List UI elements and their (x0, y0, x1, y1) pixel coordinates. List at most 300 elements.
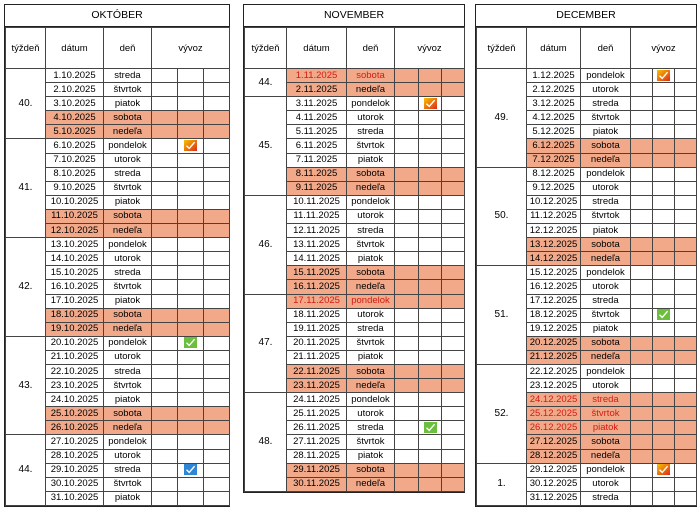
export-checkbox[interactable] (442, 125, 465, 139)
export-checkbox[interactable] (395, 350, 419, 364)
export-checkbox[interactable] (653, 435, 675, 449)
export-checkbox[interactable] (653, 449, 675, 463)
export-checkbox[interactable] (653, 266, 675, 280)
date-cell: 17.11.2025 (287, 294, 347, 308)
export-checkbox[interactable] (395, 393, 419, 407)
export-checkbox[interactable] (442, 364, 465, 378)
export-checkbox[interactable] (631, 195, 653, 209)
date-cell: 26.10.2025 (46, 421, 104, 435)
export-checkbox[interactable] (653, 69, 675, 83)
export-checkbox[interactable] (442, 308, 465, 322)
export-checkbox[interactable] (442, 280, 465, 294)
day-cell: štvrtok (347, 435, 395, 449)
export-checkbox[interactable] (442, 336, 465, 350)
export-checkbox[interactable] (653, 181, 675, 195)
export-checkbox[interactable] (204, 322, 230, 336)
export-checkbox[interactable] (419, 435, 442, 449)
export-checkbox[interactable] (204, 435, 230, 449)
day-cell: piatok (347, 350, 395, 364)
export-checkbox[interactable] (204, 111, 230, 125)
day-cell: utorok (581, 83, 631, 97)
export-checkbox[interactable] (653, 491, 675, 505)
export-checkbox[interactable] (152, 477, 178, 491)
export-checkbox[interactable] (152, 111, 178, 125)
export-checkbox[interactable] (631, 294, 653, 308)
export-checkbox[interactable] (152, 463, 178, 477)
export-checkbox[interactable] (178, 252, 204, 266)
export-checkbox[interactable] (152, 322, 178, 336)
export-checkbox[interactable] (419, 266, 442, 280)
header-row (477, 28, 697, 69)
export-checkbox[interactable] (152, 266, 178, 280)
table-row (245, 294, 465, 308)
export-checkbox[interactable] (675, 153, 697, 167)
export-checkbox[interactable] (204, 449, 230, 463)
export-checkbox[interactable] (653, 393, 675, 407)
export-checkbox[interactable] (442, 477, 465, 491)
export-checkbox[interactable] (152, 435, 178, 449)
export-checkbox[interactable] (631, 364, 653, 378)
export-checkbox[interactable] (631, 252, 653, 266)
export-checkbox[interactable] (204, 181, 230, 195)
export-checkbox[interactable] (178, 477, 204, 491)
export-checkbox[interactable] (419, 350, 442, 364)
export-checkbox[interactable] (653, 153, 675, 167)
export-checkbox[interactable] (204, 308, 230, 322)
export-checkbox[interactable] (419, 181, 442, 195)
export-checkbox[interactable] (675, 463, 697, 477)
export-checkbox[interactable] (204, 83, 230, 97)
export-checkbox[interactable] (178, 393, 204, 407)
export-checkbox[interactable] (395, 336, 419, 350)
export-checkbox[interactable] (395, 111, 419, 125)
export-checkbox[interactable] (442, 209, 465, 223)
export-checkbox[interactable] (631, 435, 653, 449)
export-checkbox[interactable] (152, 308, 178, 322)
export-checkbox[interactable] (152, 252, 178, 266)
export-checkbox[interactable] (675, 407, 697, 421)
export-checkbox[interactable] (152, 97, 178, 111)
export-checkbox[interactable] (395, 308, 419, 322)
day-cell: piatok (104, 97, 152, 111)
export-checkbox[interactable] (675, 111, 697, 125)
export-checkbox[interactable] (395, 364, 419, 378)
export-checkbox[interactable] (631, 97, 653, 111)
export-checkbox[interactable] (653, 195, 675, 209)
date-cell: 12.11.2025 (287, 224, 347, 238)
export-checkbox[interactable] (653, 139, 675, 153)
export-checkbox[interactable] (152, 195, 178, 209)
export-checkbox[interactable] (631, 449, 653, 463)
export-checkbox[interactable] (178, 407, 204, 421)
export-checkbox[interactable] (178, 280, 204, 294)
export-checkbox[interactable] (675, 491, 697, 505)
export-checkbox[interactable] (152, 139, 178, 153)
export-checkbox[interactable] (419, 252, 442, 266)
export-checkbox[interactable] (204, 336, 230, 350)
export-checkbox[interactable] (675, 252, 697, 266)
export-checkbox[interactable] (395, 407, 419, 421)
export-checkbox[interactable] (419, 308, 442, 322)
export-checkbox[interactable] (178, 266, 204, 280)
export-checkbox[interactable] (419, 224, 442, 238)
export-checkbox[interactable] (442, 266, 465, 280)
export-checkbox[interactable] (204, 266, 230, 280)
export-checkbox[interactable] (631, 224, 653, 238)
export-checkbox[interactable] (419, 280, 442, 294)
export-checkbox[interactable] (395, 181, 419, 195)
export-checkbox[interactable] (675, 421, 697, 435)
export-checkbox[interactable] (178, 167, 204, 181)
export-checkbox[interactable] (442, 167, 465, 181)
export-checkbox[interactable] (178, 111, 204, 125)
export-checkbox[interactable] (653, 224, 675, 238)
export-checkbox[interactable] (653, 280, 675, 294)
export-checkbox[interactable] (395, 379, 419, 393)
table-row (6, 139, 230, 153)
export-checkbox[interactable] (178, 449, 204, 463)
export-checkbox[interactable] (442, 379, 465, 393)
export-checkbox[interactable] (653, 308, 675, 322)
export-checkbox[interactable] (395, 97, 419, 111)
export-checkbox[interactable] (152, 379, 178, 393)
export-checkbox[interactable] (675, 195, 697, 209)
day-cell: pondelok (104, 336, 152, 350)
export-checkbox[interactable] (442, 393, 465, 407)
export-checkbox[interactable] (152, 449, 178, 463)
export-checkbox[interactable] (675, 97, 697, 111)
export-checkbox[interactable] (204, 153, 230, 167)
export-checkbox[interactable] (631, 111, 653, 125)
export-checkbox[interactable] (631, 421, 653, 435)
header-date: dátum (46, 28, 104, 69)
export-checkbox[interactable] (442, 407, 465, 421)
table-row (477, 463, 697, 477)
export-checkbox[interactable] (653, 379, 675, 393)
export-checkbox[interactable] (675, 69, 697, 83)
export-checkbox[interactable] (419, 364, 442, 378)
export-checkbox[interactable] (419, 209, 442, 223)
export-checkbox[interactable] (152, 83, 178, 97)
day-cell: nedeľa (104, 322, 152, 336)
export-checkbox[interactable] (419, 477, 442, 491)
export-checkbox[interactable] (204, 139, 230, 153)
export-checkbox[interactable] (653, 167, 675, 181)
export-checkbox[interactable] (178, 421, 204, 435)
export-checkbox[interactable] (675, 449, 697, 463)
export-checkbox[interactable] (631, 491, 653, 505)
export-checkbox[interactable] (204, 407, 230, 421)
export-checkbox[interactable] (178, 97, 204, 111)
export-checkbox[interactable] (204, 364, 230, 378)
export-checkbox[interactable] (178, 308, 204, 322)
export-checkbox[interactable] (675, 266, 697, 280)
export-checkbox[interactable] (395, 195, 419, 209)
day-cell: štvrtok (347, 139, 395, 153)
export-checkbox[interactable] (631, 463, 653, 477)
export-checkbox[interactable] (152, 167, 178, 181)
export-checkbox[interactable] (675, 364, 697, 378)
export-checkbox[interactable] (419, 139, 442, 153)
date-cell: 25.10.2025 (46, 407, 104, 421)
export-checkbox[interactable] (442, 83, 465, 97)
export-checkbox[interactable] (395, 238, 419, 252)
export-checkbox[interactable] (442, 252, 465, 266)
date-cell: 7.12.2025 (527, 153, 581, 167)
export-checkbox[interactable] (442, 139, 465, 153)
export-checkbox[interactable] (675, 379, 697, 393)
export-checkbox[interactable] (152, 224, 178, 238)
export-checkbox[interactable] (178, 336, 204, 350)
export-checkbox[interactable] (178, 209, 204, 223)
export-checkbox[interactable] (653, 421, 675, 435)
export-checkbox[interactable] (178, 83, 204, 97)
export-checkbox[interactable] (419, 421, 442, 435)
export-checkbox[interactable] (152, 153, 178, 167)
week-number: 41. (6, 139, 46, 238)
export-checkbox[interactable] (631, 209, 653, 223)
export-checkbox[interactable] (675, 181, 697, 195)
date-cell: 28.11.2025 (287, 449, 347, 463)
export-checkbox[interactable] (653, 83, 675, 97)
export-checkbox[interactable] (653, 463, 675, 477)
export-checkbox[interactable] (653, 252, 675, 266)
export-checkbox[interactable] (631, 238, 653, 252)
export-checkbox[interactable] (442, 238, 465, 252)
export-checkbox[interactable] (204, 350, 230, 364)
export-checkbox[interactable] (675, 322, 697, 336)
export-checkbox[interactable] (152, 491, 178, 505)
export-checkbox[interactable] (653, 350, 675, 364)
export-checkbox[interactable] (395, 209, 419, 223)
export-checkbox[interactable] (419, 449, 442, 463)
export-checkbox[interactable] (178, 238, 204, 252)
export-checkbox[interactable] (419, 294, 442, 308)
export-checkbox[interactable] (675, 167, 697, 181)
export-checkbox[interactable] (675, 238, 697, 252)
export-checkbox[interactable] (152, 407, 178, 421)
export-checkbox[interactable] (631, 153, 653, 167)
export-checkbox[interactable] (204, 252, 230, 266)
export-checkbox[interactable] (178, 224, 204, 238)
export-checkbox[interactable] (442, 224, 465, 238)
export-checkbox[interactable] (152, 393, 178, 407)
export-checkbox[interactable] (419, 322, 442, 336)
export-checkbox[interactable] (653, 294, 675, 308)
export-checkbox[interactable] (204, 97, 230, 111)
export-checkbox[interactable] (178, 195, 204, 209)
date-cell: 30.11.2025 (287, 477, 347, 491)
export-checkbox[interactable] (442, 97, 465, 111)
export-checkbox[interactable] (419, 111, 442, 125)
export-checkbox[interactable] (653, 97, 675, 111)
export-checkbox[interactable] (204, 224, 230, 238)
export-checkbox[interactable] (395, 266, 419, 280)
export-checkbox[interactable] (653, 125, 675, 139)
week-number: 45. (245, 97, 287, 196)
day-cell: piatok (347, 153, 395, 167)
export-checkbox[interactable] (395, 167, 419, 181)
export-checkbox[interactable] (395, 435, 419, 449)
export-checkbox[interactable] (204, 393, 230, 407)
export-checkbox[interactable] (442, 449, 465, 463)
export-checkbox[interactable] (631, 350, 653, 364)
export-checkbox[interactable] (675, 350, 697, 364)
export-checkbox[interactable] (178, 139, 204, 153)
export-checkbox[interactable] (419, 393, 442, 407)
export-checkbox[interactable] (178, 125, 204, 139)
export-checkbox[interactable] (204, 294, 230, 308)
export-checkbox[interactable] (442, 111, 465, 125)
export-checkbox[interactable] (442, 69, 465, 83)
export-checkbox[interactable] (204, 379, 230, 393)
export-checkbox[interactable] (395, 125, 419, 139)
export-checkbox[interactable] (419, 238, 442, 252)
export-checkbox[interactable] (419, 463, 442, 477)
export-checkbox[interactable] (653, 477, 675, 491)
export-checkbox[interactable] (675, 294, 697, 308)
export-checkbox[interactable] (204, 491, 230, 505)
day-cell: štvrtok (104, 83, 152, 97)
export-checkbox[interactable] (178, 322, 204, 336)
export-checkbox[interactable] (631, 308, 653, 322)
export-checkbox[interactable] (653, 209, 675, 223)
export-checkbox[interactable] (178, 435, 204, 449)
export-checkbox[interactable] (631, 69, 653, 83)
export-checkbox[interactable] (419, 379, 442, 393)
export-checkbox[interactable] (419, 83, 442, 97)
export-checkbox[interactable] (204, 209, 230, 223)
export-checkbox[interactable] (419, 167, 442, 181)
export-checkbox[interactable] (152, 364, 178, 378)
export-checkbox[interactable] (178, 491, 204, 505)
export-checkbox[interactable] (419, 153, 442, 167)
export-checkbox[interactable] (178, 181, 204, 195)
export-checkbox[interactable] (395, 139, 419, 153)
export-checkbox[interactable] (419, 407, 442, 421)
export-checkbox[interactable] (653, 238, 675, 252)
export-checkbox[interactable] (395, 294, 419, 308)
export-checkbox[interactable] (631, 477, 653, 491)
export-checkbox[interactable] (178, 463, 204, 477)
export-checkbox[interactable] (395, 252, 419, 266)
export-checkbox[interactable] (152, 350, 178, 364)
export-checkbox[interactable] (204, 125, 230, 139)
export-checkbox[interactable] (419, 195, 442, 209)
export-checkbox[interactable] (675, 224, 697, 238)
export-checkbox[interactable] (152, 280, 178, 294)
export-checkbox[interactable] (631, 407, 653, 421)
export-checkbox[interactable] (395, 322, 419, 336)
export-checkbox[interactable] (631, 266, 653, 280)
date-cell: 31.12.2025 (527, 491, 581, 505)
export-checkbox[interactable] (631, 139, 653, 153)
export-checkbox[interactable] (675, 280, 697, 294)
export-checkbox[interactable] (442, 153, 465, 167)
export-checkbox[interactable] (204, 421, 230, 435)
export-checkbox[interactable] (442, 294, 465, 308)
export-checkbox[interactable] (653, 336, 675, 350)
export-checkbox[interactable] (152, 421, 178, 435)
export-checkbox[interactable] (675, 139, 697, 153)
export-checkbox[interactable] (675, 308, 697, 322)
export-checkbox[interactable] (675, 83, 697, 97)
export-checkbox[interactable] (395, 83, 419, 97)
export-checkbox[interactable] (178, 69, 204, 83)
export-checkbox[interactable] (631, 393, 653, 407)
export-checkbox[interactable] (631, 336, 653, 350)
export-checkbox[interactable] (204, 477, 230, 491)
export-checkbox[interactable] (653, 364, 675, 378)
export-checkbox[interactable] (631, 181, 653, 195)
export-checkbox[interactable] (675, 336, 697, 350)
export-checkbox[interactable] (395, 280, 419, 294)
export-checkbox[interactable] (152, 336, 178, 350)
export-checkbox[interactable] (675, 393, 697, 407)
export-checkbox[interactable] (395, 449, 419, 463)
export-checkbox[interactable] (419, 69, 442, 83)
export-checkbox[interactable] (395, 421, 419, 435)
export-checkbox[interactable] (442, 322, 465, 336)
export-checkbox[interactable] (395, 463, 419, 477)
export-checkbox[interactable] (204, 167, 230, 181)
export-checkbox[interactable] (419, 97, 442, 111)
export-checkbox[interactable] (653, 111, 675, 125)
export-checkbox[interactable] (395, 153, 419, 167)
export-checkbox[interactable] (419, 336, 442, 350)
export-checkbox[interactable] (442, 195, 465, 209)
export-checkbox[interactable] (204, 238, 230, 252)
export-checkbox[interactable] (152, 238, 178, 252)
export-checkbox[interactable] (178, 153, 204, 167)
export-checkbox[interactable] (442, 421, 465, 435)
export-checkbox[interactable] (442, 463, 465, 477)
export-checkbox[interactable] (631, 125, 653, 139)
export-checkbox[interactable] (178, 379, 204, 393)
export-checkbox[interactable] (178, 350, 204, 364)
export-checkbox[interactable] (653, 322, 675, 336)
export-checkbox[interactable] (442, 181, 465, 195)
export-checkbox[interactable] (675, 209, 697, 223)
export-checkbox[interactable] (631, 322, 653, 336)
export-checkbox[interactable] (419, 125, 442, 139)
export-checkbox[interactable] (178, 364, 204, 378)
export-checkbox[interactable] (204, 280, 230, 294)
export-checkbox[interactable] (204, 69, 230, 83)
export-checkbox[interactable] (204, 463, 230, 477)
export-checkbox[interactable] (204, 195, 230, 209)
export-checkbox[interactable] (395, 224, 419, 238)
export-checkbox[interactable] (653, 407, 675, 421)
export-checkbox[interactable] (675, 435, 697, 449)
export-checkbox[interactable] (675, 125, 697, 139)
export-checkbox[interactable] (152, 209, 178, 223)
export-checkbox[interactable] (631, 167, 653, 181)
export-checkbox[interactable] (178, 294, 204, 308)
export-checkbox[interactable] (631, 379, 653, 393)
export-checkbox[interactable] (395, 477, 419, 491)
export-checkbox[interactable] (395, 69, 419, 83)
export-checkbox[interactable] (152, 294, 178, 308)
export-checkbox[interactable] (152, 181, 178, 195)
export-checkbox[interactable] (675, 477, 697, 491)
export-checkbox[interactable] (152, 125, 178, 139)
export-checkbox[interactable] (631, 83, 653, 97)
export-checkbox[interactable] (152, 69, 178, 83)
export-checkbox[interactable] (442, 350, 465, 364)
export-checkbox[interactable] (631, 280, 653, 294)
export-checkbox[interactable] (442, 435, 465, 449)
